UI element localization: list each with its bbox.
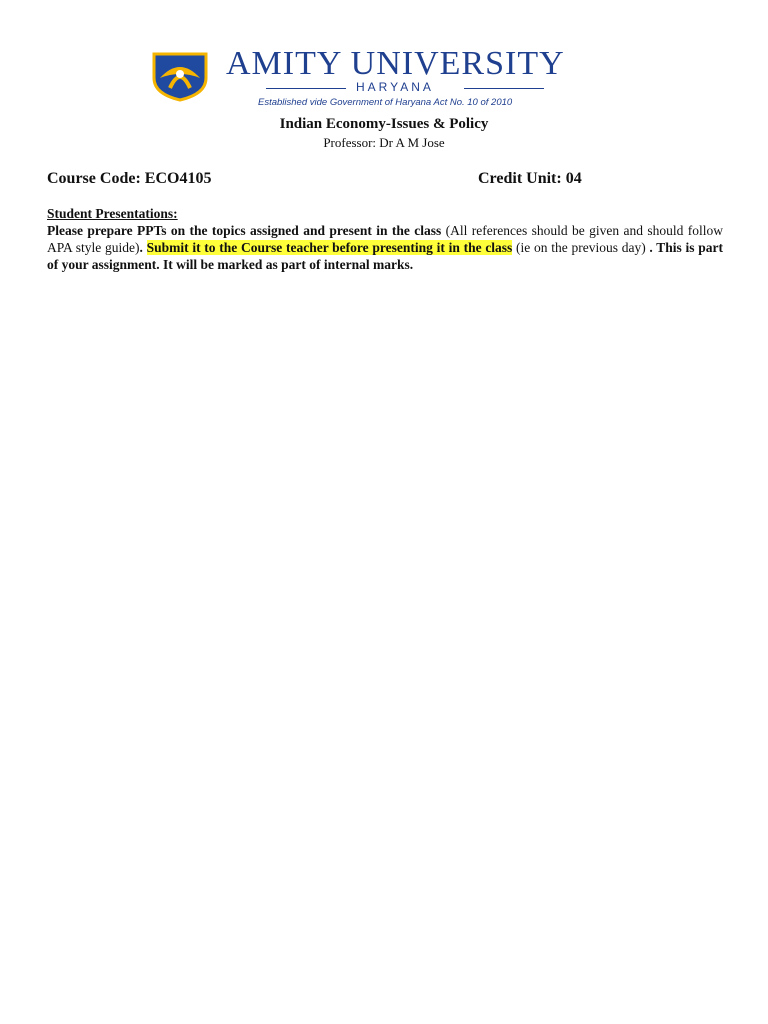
university-header xyxy=(148,42,628,112)
divider-left xyxy=(266,88,346,89)
divider-right xyxy=(464,88,544,89)
intro-highlight: Submit it to the Course teacher before presenting it in the class xyxy=(146,240,513,255)
professor-line: Professor: Dr A M Jose xyxy=(323,135,445,150)
intro-assessment: . This is part of your assignment. It will be marked as part of internal marks. xyxy=(47,240,724,272)
established-note: Established vide Government of Haryana Act No. 10 of 2010 xyxy=(258,97,513,108)
intro-heading: Student Presentations: xyxy=(47,206,178,221)
credit-unit: Credit Unit: 04 xyxy=(478,170,582,187)
campus-name: HARYANA xyxy=(356,80,434,94)
intro-references: (All references should be given and should follow APA style guide) xyxy=(47,223,723,255)
university-name: AMITY UNIVERSITY xyxy=(226,45,565,82)
intro-dot: . xyxy=(139,240,147,255)
amity-logo-icon xyxy=(148,48,212,102)
intro-timing: (ie on the previous day) xyxy=(512,240,650,255)
course-code: Course Code: ECO4105 xyxy=(47,170,212,187)
student-presentations-note xyxy=(47,205,723,273)
course-title: Indian Economy-Issues & Policy xyxy=(279,116,489,132)
intro-instruction: Please prepare PPTs on the topics assigned and present in the class xyxy=(47,223,442,238)
